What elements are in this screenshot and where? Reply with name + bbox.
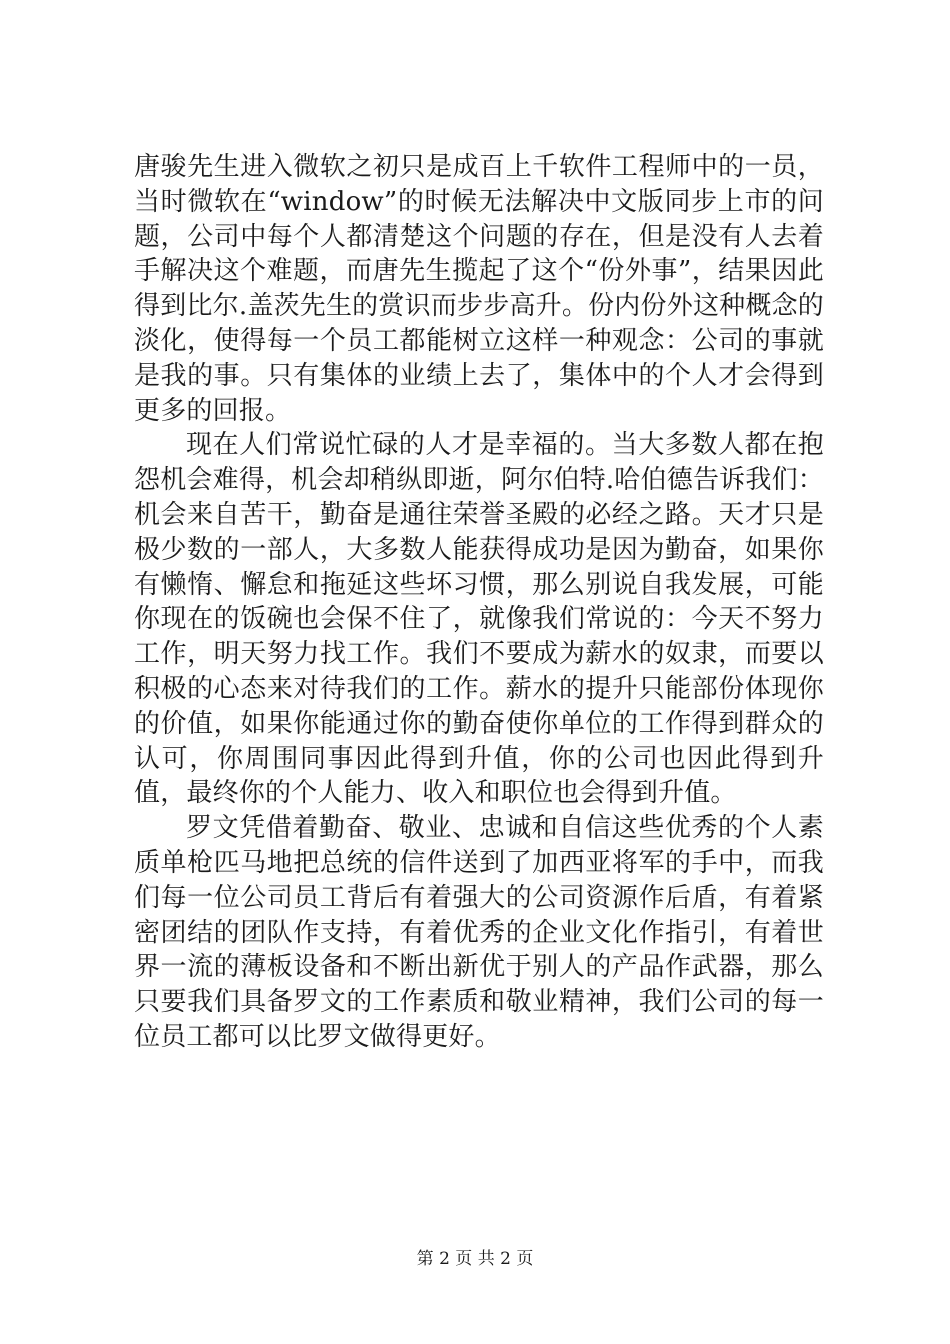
page-footer: 第 2 页 共 2 页 (416, 1249, 534, 1269)
paragraph-1: 唐骏先生进入微软之初只是成百上千软件工程师中的一员，当时微软在“window”的时候无法解决中文版同步上市的问题，公司中每个人都清楚这个问题的存在，但是没有人去着手解决这个难题，而唐先生揽起了这个“份外事”，结果因此得到比尔.盖茨先生的赏识而步步高升。份内份外这种概念的淡化，使得每一个员工都能树立这样一种观念：公司的事就是我的事。只有集体的业绩上去了，集体中的个人才会得到更多的回报。 (134, 152, 824, 426)
paragraph-2: 现在人们常说忙碌的人才是幸福的。当大多数人都在抱怨机会难得，机会却稍纵即逝，阿尔伯特.哈伯德告诉我们：机会来自苦干，勤奋是通往荣誉圣殿的必经之路。天才只是极少数的一部人，大多数人能获得成功是因为勤奋，如果你有懒惰、懈怠和拖延这些坏习惯，那么别说自我发展，可能你现在的饭碗也会保不住了，就像我们常说的：今天不努力工作，明天努力找工作。我们不要成为薪水的奴隶，而要以积极的心态来对待我们的工作。薪水的提升只能部份体现你的价值，如果你能通过你的勤奋使你单位的工作得到群众的认可，你周围同事因此得到升值，你的公司也因此得到升值，最终你的个人能力、收入和职位也会得到升值。 (134, 430, 824, 809)
document-body (134, 150, 824, 1055)
paragraph-3: 罗文凭借着勤奋、敬业、忠诚和自信这些优秀的个人素质单枪匹马地把总统的信件送到了加西亚将军的手中，而我们每一位公司员工背后有着强大的公司资源作后盾，有着紧密团结的团队作支持，有着优秀的企业文化作指引，有着世界一流的薄板设备和不断出新优于别人的产品作武器，那么只要我们具备罗文的工作素质和敬业精神，我们公司的每一位员工都可以比罗文做得更好。 (134, 813, 824, 1052)
